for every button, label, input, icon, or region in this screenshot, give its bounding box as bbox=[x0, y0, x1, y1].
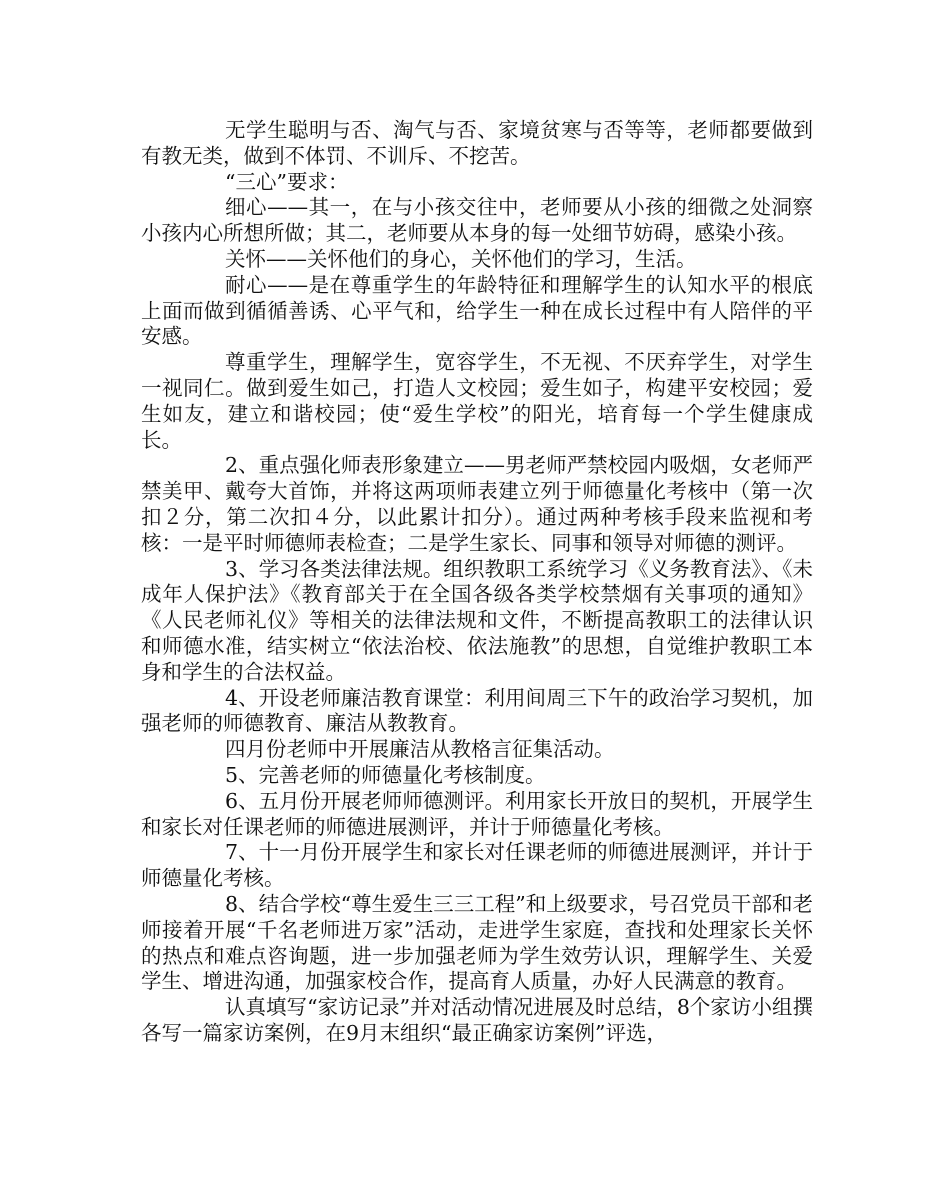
document-body bbox=[141, 118, 813, 1047]
paragraph-care: 关怀——关怀他们的身心，关怀他们的学习，生活。 bbox=[225, 246, 697, 271]
paragraph-item-7: 7、十一月份开展学生和家长对任课老师的师德进展测评，并计于师德量化考核。 bbox=[141, 840, 813, 891]
paragraph-item-4: 4、开设老师廉洁教育课堂：利用间周三下午的政治学习契机，加强老师的师德教育、廉洁从教教育。 bbox=[141, 685, 813, 736]
paragraph-patience: 耐心——是在尊重学生的年龄特征和理解学生的认知水平的根底上面而做到循循善诱、心平气和，给学生一种在成长过程中有人陪伴的平安感。 bbox=[141, 272, 813, 349]
paragraph-april-activity: 四月份老师中开展廉洁从教格言征集活动。 bbox=[225, 737, 615, 762]
paragraph-item-6: 6、五月份开展老师师德测评。利用家长开放日的契机，开展学生和家长对任课老师的师德进展测评，并计于师德量化考核。 bbox=[141, 788, 813, 839]
paragraph-home-visit-record: 认真填写“家访记录”并对活动情况进展及时总结，8个家访小组撰各写一篇家访案例，在9月末组织“最正确家访案例”评选， bbox=[141, 995, 813, 1045]
paragraph-equal-education: 无学生聪明与否、淘气与否、家境贫寒与否等等，老师都要做到有教无类，做到不体罚、不训斥、不挖苦。 bbox=[141, 118, 813, 168]
paragraph-item-2: 2、重点强化师表形象建立——男老师严禁校园内吸烟，女老师严禁美甲、戴夸大首饰，并将这两项师表建立列于师德量化考核中（第一次扣２分，第二次扣４分，以此累计扣分）。通过两种考核手段来监视和考核：一是平时师德师表检查；二是学生家长、同事和领导对师德的测评。 bbox=[141, 453, 813, 555]
paragraph-three-hearts-heading: “三心”要求： bbox=[225, 169, 349, 194]
paragraph-item-5: 5、完善老师的师德量化考核制度。 bbox=[225, 762, 546, 787]
paragraph-item-3: 3、学习各类法律法规。组织教职工系统学习《义务教育法》、《未成年人保护法》《教育部关于在全国各级各类学校禁烟有关事项的通知》《人民老师礼仪》等相关的法律法规和文件，不断提高教职工的法律认识和师德水准，结实树立“依法治校、依法施教”的思想，自觉维护教职工本身和学生的合法权益。 bbox=[141, 556, 813, 684]
paragraph-attentiveness: 细心——其一，在与小孩交往中，老师要从小孩的细微之处洞察小孩内心所想所做；其二，老师要从本身的每一处细节妨碍，感染小孩。 bbox=[141, 195, 813, 246]
paragraph-respect-students: 尊重学生，理解学生，宽容学生，不无视、不厌弃学生，对学生一视同仁。做到爱生如己，打造人文校园；爱生如子，构建平安校园；爱生如友，建立和谐校园；使“爱生学校”的阳光，培育每一个学生健康成长。 bbox=[141, 350, 813, 452]
paragraph-item-8: 8、结合学校“尊生爱生三三工程”和上级要求，号召党员干部和老师接着开展“千名老师进万家”活动，走进学生家庭，查找和处理家长关怀的热点和难点咨询题，进一步加强老师为学生效劳认识，理解学生、关爱学生、增进沟通，加强家校合作，提高育人质量，办好人民满意的教育。 bbox=[141, 891, 813, 994]
